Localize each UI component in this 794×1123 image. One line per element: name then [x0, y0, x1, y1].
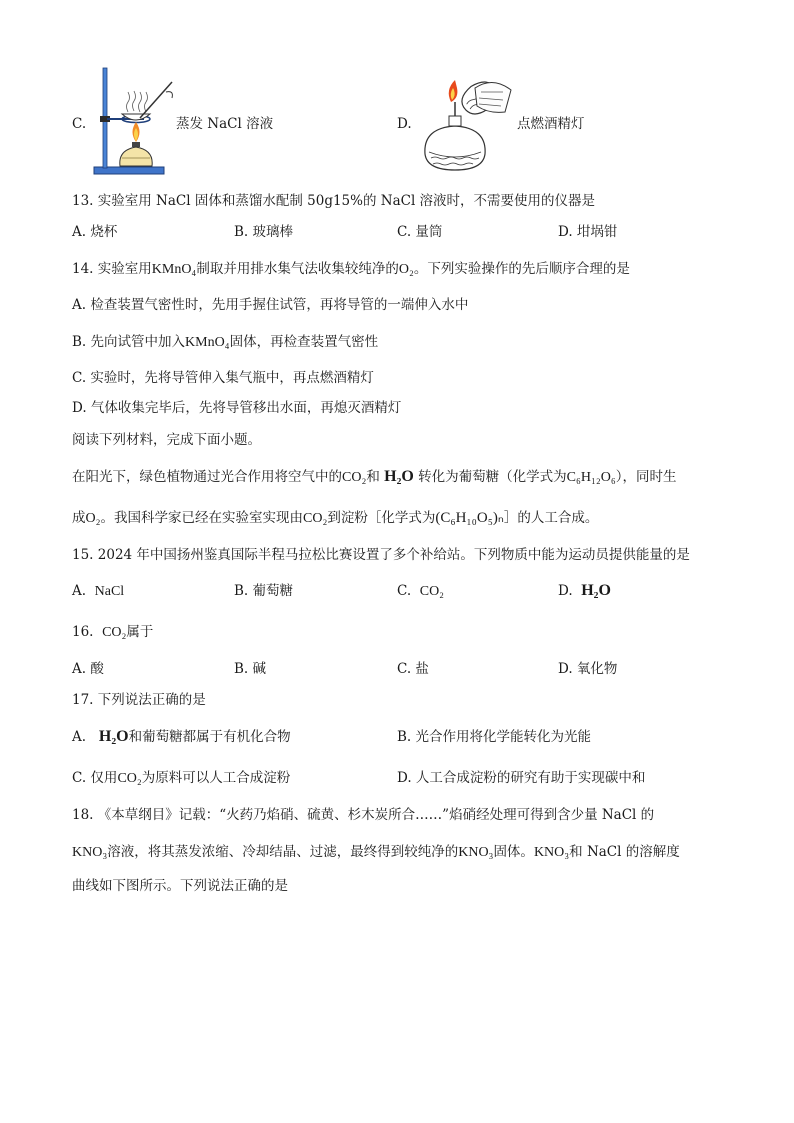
option-d-letter: D. [397, 116, 412, 132]
formula-starch: (C₆H₁₀O₅)ₙ [435, 510, 504, 526]
option-c-letter: C. [72, 116, 87, 132]
question-13-option-a: A. 烧杯 [72, 224, 118, 240]
question-18-line-2: KNO₃溶液，将其蒸发浓缩、冷却结晶、过滤，最终得到较纯净的KNO₃固体。KNO₃和 NaCl 的溶解度 [72, 844, 680, 860]
question-13-option-b: B. 玻璃棒 [234, 224, 294, 240]
question-16-option-c: C. 盐 [397, 661, 429, 677]
formula-glucose: C₆H₁₂O₆ [566, 470, 616, 485]
formula-co2: CO₂ [419, 584, 445, 599]
option-c-caption: 蒸发 NaCl 溶液 [176, 116, 274, 132]
question-18-line-3: 曲线如下图所示。下列说法正确的是 [72, 878, 288, 894]
option-d-caption: 点燃酒精灯 [517, 116, 585, 132]
formula-h2o: H₂O [98, 728, 129, 745]
formula-o2: O₂ [85, 511, 101, 526]
formula-o2: O₂ [398, 262, 414, 277]
question-13-option-c: C. 量筒 [397, 224, 443, 240]
question-15-option-d: D. H₂O [558, 582, 611, 599]
question-17-option-d: D. 人工合成淀粉的研究有助于实现碳中和 [397, 770, 646, 786]
question-15-option-b: B. 葡萄糖 [234, 583, 294, 599]
formula-kno3: KNO₃ [533, 845, 570, 860]
evaporation-apparatus-figure [92, 62, 182, 180]
question-14-option-d: D. 气体收集完毕后，先将导管移出水面，再熄灭酒精灯 [72, 400, 402, 416]
question-16-stem: 16. CO₂属于 [72, 624, 154, 640]
reading-intro: 阅读下列材料，完成下面小题。 [72, 432, 261, 448]
question-13-option-d: D. 坩埚钳 [558, 224, 618, 240]
reading-paragraph-line-2: 成O₂。我国科学家已经在实验室实现由CO₂到淀粉［化学式为(C₆H₁₀O₅)ₙ］的人工合成。 [72, 510, 599, 526]
formula-kmno4: KMnO₄ [151, 262, 197, 277]
question-16-option-b: B. 碱 [234, 661, 267, 677]
question-14-stem: 14. 实验室用KMnO₄制取并用排水集气法收集较纯净的O₂。下列实验操作的先后顺序合理的是 [72, 261, 630, 277]
question-14-option-c: C. 实验时，先将导管伸入集气瓶中，再点燃酒精灯 [72, 370, 374, 386]
formula-co2: CO₂ [303, 511, 328, 526]
question-14-option-b: B. 先向试管中加入KMnO₄固体，再检查装置气密性 [72, 334, 379, 350]
question-17-option-c: C. 仅用CO₂为原料可以人工合成淀粉 [72, 770, 291, 786]
formula-h2o: H₂O [581, 582, 611, 599]
formula-co2: CO₂ [342, 470, 367, 485]
question-17-option-b: B. 光合作用将化学能转化为光能 [397, 729, 592, 745]
formula-h2o: H₂O [384, 468, 414, 485]
alcohol-lamp-lighting-figure [415, 76, 515, 176]
question-17-option-a: A. H₂O和葡萄糖都属于有机化合物 [72, 728, 291, 745]
formula-kno3: KNO₃ [458, 845, 494, 860]
formula-co2: CO₂ [102, 625, 127, 640]
question-15-option-a: A. NaCl [72, 583, 125, 599]
question-17-stem: 17. 下列说法正确的是 [72, 692, 206, 708]
formula-kno3: KNO₃ [72, 845, 108, 860]
reading-paragraph-line-1: 在阳光下，绿色植物通过光合作用将空气中的CO₂和 H₂O 转化为葡萄糖（化学式为C₆H₁₂O₆），同时生 [72, 468, 677, 485]
question-18-line-1: 18. 《本草纲目》记载：“火药乃焰硝、硫黄、杉木炭所合……”焰硝经处理可得到含少量 NaCl 的 [72, 807, 655, 823]
question-16-option-a: A. 酸 [72, 661, 104, 677]
question-15-stem: 15. 2024 年中国扬州鉴真国际半程马拉松比赛设置了多个补给站。下列物质中能为运动员提供能量的是 [72, 547, 690, 563]
formula-co2: CO₂ [117, 771, 142, 786]
question-13-stem: 13. 实验室用 NaCl 固体和蒸馏水配制 50g15%的 NaCl 溶液时，不需要使用的仪器是 [72, 193, 596, 209]
question-15-option-c: C. CO₂ [397, 583, 445, 599]
question-14-option-a: A. 检查装置气密性时，先用手握住试管，再将导管的一端伸入水中 [72, 297, 469, 313]
question-16-option-d: D. 氧化物 [558, 661, 618, 677]
formula-kmno4: KMnO₄ [185, 335, 230, 350]
